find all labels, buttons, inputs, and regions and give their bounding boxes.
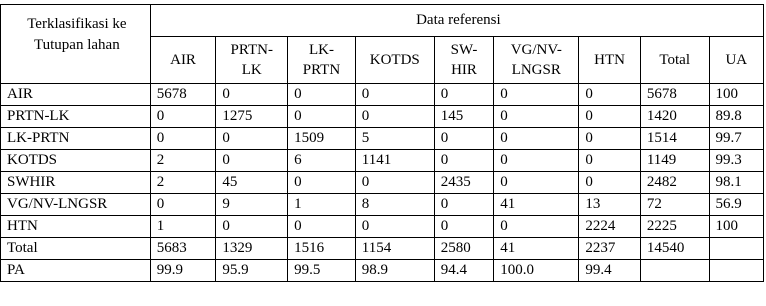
table-cell: 72 xyxy=(640,194,709,216)
table-cell: 0 xyxy=(216,150,288,172)
column-header: UA xyxy=(709,37,763,84)
table-row xyxy=(1,194,764,216)
table-cell: 0 xyxy=(216,84,288,106)
table-cell: 0 xyxy=(494,128,579,150)
table-cell: 0 xyxy=(494,150,579,172)
table-cell xyxy=(640,260,709,282)
table-row xyxy=(1,84,764,106)
table-cell: 1 xyxy=(150,216,216,238)
table-cell: 5678 xyxy=(150,84,216,106)
column-header: Total xyxy=(640,37,709,84)
row-label-cell: PRTN-LK xyxy=(1,106,151,128)
table-cell: 0 xyxy=(150,194,216,216)
row-label-cell: LK-PRTN xyxy=(1,128,151,150)
column-header: KOTDS xyxy=(355,37,434,84)
table-cell: 99.4 xyxy=(579,260,641,282)
table-cell: 1509 xyxy=(288,128,356,150)
table-row xyxy=(1,216,764,238)
row-label-cell: AIR xyxy=(1,84,151,106)
table-cell: 100 xyxy=(709,84,763,106)
table-cell: 0 xyxy=(579,172,641,194)
table-cell: 0 xyxy=(216,216,288,238)
row-label-cell: KOTDS xyxy=(1,150,151,172)
corner-header-line: Terklasifikasi ke xyxy=(27,16,127,32)
table-row xyxy=(1,172,764,194)
table-cell: 0 xyxy=(434,128,493,150)
table-cell: 94.4 xyxy=(434,260,493,282)
table-cell: 0 xyxy=(355,216,434,238)
table-cell xyxy=(709,238,763,260)
table-cell: 100 xyxy=(709,216,763,238)
table-cell: 0 xyxy=(579,150,641,172)
table-cell: 145 xyxy=(434,106,493,128)
column-header: PRTN- LK xyxy=(216,37,288,84)
table-cell: 2 xyxy=(150,150,216,172)
table-cell: 2580 xyxy=(434,238,493,260)
table-cell: 41 xyxy=(494,238,579,260)
column-header: VG/NV- LNGSR xyxy=(494,37,579,84)
table-cell: 1154 xyxy=(355,238,434,260)
table-cell: 1275 xyxy=(216,106,288,128)
table-cell: 0 xyxy=(494,216,579,238)
table-cell: 0 xyxy=(355,106,434,128)
table-cell: 5683 xyxy=(150,238,216,260)
table-cell: 99.9 xyxy=(150,260,216,282)
table-cell: 0 xyxy=(355,84,434,106)
row-label-cell: PA xyxy=(1,260,151,282)
table-cell: 5678 xyxy=(640,84,709,106)
table-cell: 1516 xyxy=(288,238,356,260)
table-cell: 0 xyxy=(579,128,641,150)
table-cell: 9 xyxy=(216,194,288,216)
table-row xyxy=(1,106,764,128)
table-cell: 2435 xyxy=(434,172,493,194)
table-cell: 2237 xyxy=(579,238,641,260)
table-cell: 1 xyxy=(288,194,356,216)
table-cell: 1420 xyxy=(640,106,709,128)
table-cell: 2225 xyxy=(640,216,709,238)
table-cell: 5 xyxy=(355,128,434,150)
table-cell: 98.9 xyxy=(355,260,434,282)
row-label-cell: HTN xyxy=(1,216,151,238)
table-cell: 0 xyxy=(288,216,356,238)
table-row xyxy=(1,238,764,260)
table-cell: 0 xyxy=(216,128,288,150)
table-cell: 45 xyxy=(216,172,288,194)
table-cell: 0 xyxy=(494,84,579,106)
table-cell: 0 xyxy=(355,172,434,194)
row-label-cell: SWHIR xyxy=(1,172,151,194)
table-cell: 0 xyxy=(150,128,216,150)
table-cell: 0 xyxy=(579,84,641,106)
table-cell: 6 xyxy=(288,150,356,172)
table-cell: 0 xyxy=(150,106,216,128)
corner-header-line: Tutupan lahan xyxy=(34,37,120,53)
table-row xyxy=(1,128,764,150)
table-cell: 95.9 xyxy=(216,260,288,282)
table-row xyxy=(1,260,764,282)
table-cell: 14540 xyxy=(640,238,709,260)
table-cell: 0 xyxy=(434,150,493,172)
table-cell: 41 xyxy=(494,194,579,216)
table-cell: 1149 xyxy=(640,150,709,172)
confusion-matrix-table xyxy=(0,4,764,282)
table-cell: 1514 xyxy=(640,128,709,150)
column-header: HTN xyxy=(579,37,641,84)
table-cell: 8 xyxy=(355,194,434,216)
table-cell: 0 xyxy=(288,172,356,194)
table-body xyxy=(1,84,764,282)
row-label-cell: VG/NV-LNGSR xyxy=(1,194,151,216)
table-cell: 2 xyxy=(150,172,216,194)
table-cell: 13 xyxy=(579,194,641,216)
row-label-cell: Total xyxy=(1,238,151,260)
table-cell: 0 xyxy=(494,106,579,128)
column-header: AIR xyxy=(150,37,216,84)
column-header: SW- HIR xyxy=(434,37,493,84)
table-cell: 99.5 xyxy=(288,260,356,282)
table-cell: 0 xyxy=(494,172,579,194)
table-cell: 0 xyxy=(288,84,356,106)
header-row-group xyxy=(1,5,764,37)
table-cell: 0 xyxy=(434,216,493,238)
group-header: Data referensi xyxy=(150,5,763,37)
table-cell xyxy=(709,260,763,282)
table-cell: 99.3 xyxy=(709,150,763,172)
table-cell: 1141 xyxy=(355,150,434,172)
table-cell: 0 xyxy=(579,106,641,128)
table-cell: 89.8 xyxy=(709,106,763,128)
table-cell: 56.9 xyxy=(709,194,763,216)
corner-header xyxy=(1,5,151,84)
table-cell: 0 xyxy=(288,106,356,128)
table-cell: 99.7 xyxy=(709,128,763,150)
table-cell: 2224 xyxy=(579,216,641,238)
table-row xyxy=(1,150,764,172)
table-cell: 0 xyxy=(434,84,493,106)
table-cell: 98.1 xyxy=(709,172,763,194)
table-cell: 1329 xyxy=(216,238,288,260)
column-header: LK- PRTN xyxy=(288,37,356,84)
table-cell: 100.0 xyxy=(494,260,579,282)
table-cell: 0 xyxy=(434,194,493,216)
table-cell: 2482 xyxy=(640,172,709,194)
